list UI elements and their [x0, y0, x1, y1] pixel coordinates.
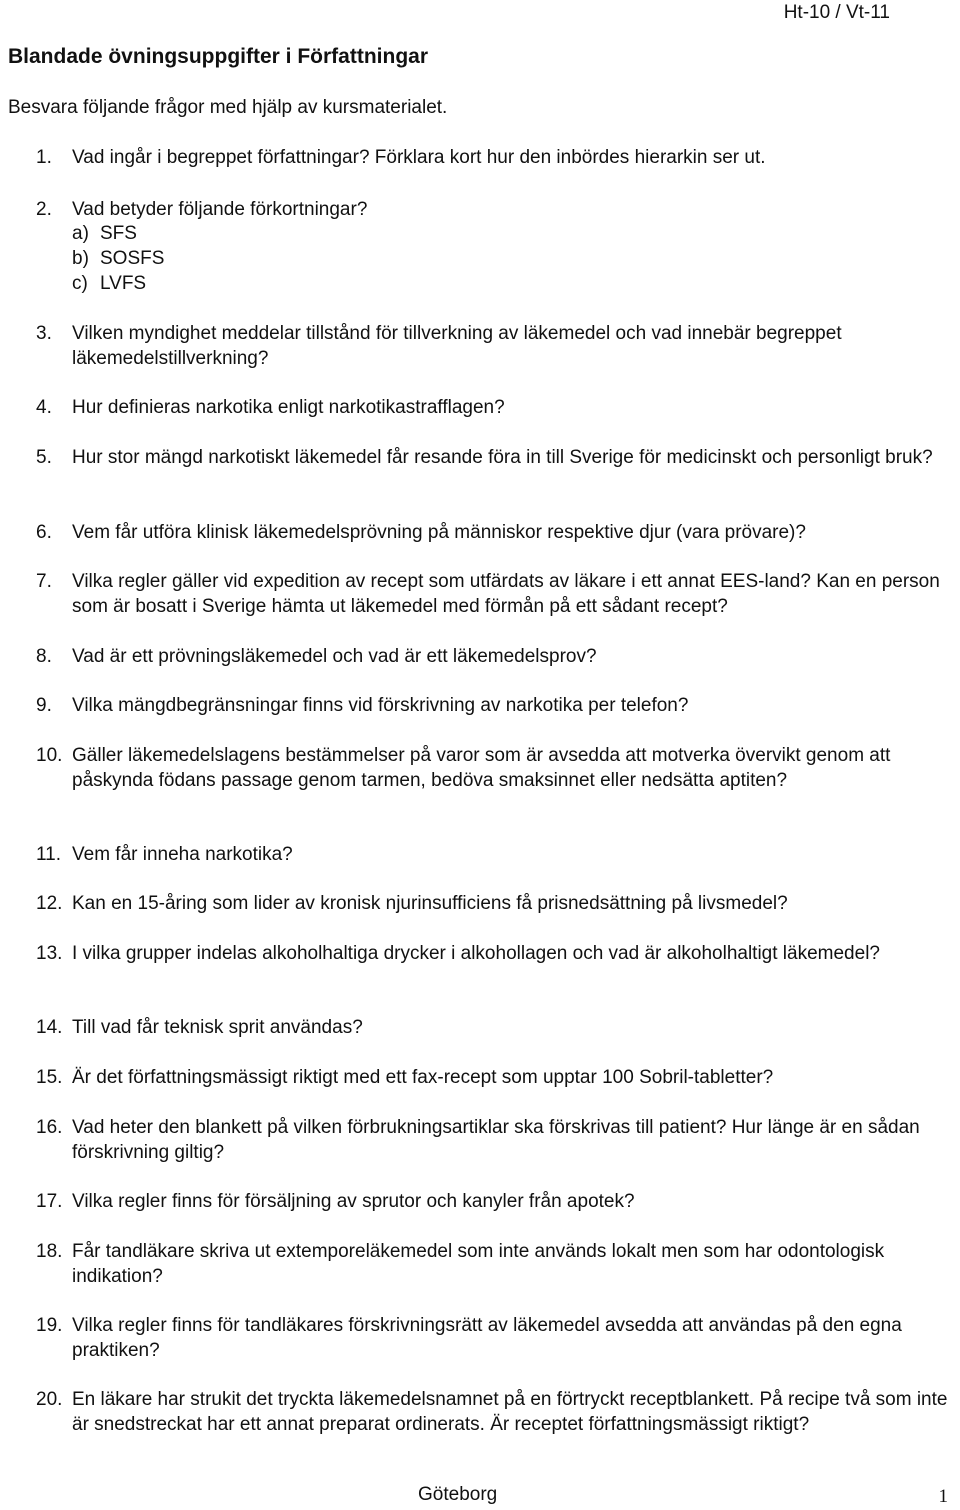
- sub-item-letter: a): [72, 223, 89, 244]
- question-5: [36, 446, 956, 471]
- question-text: Är det författningsmässigt riktigt med ett fax-recept som upptar 100 Sobril-tabletter?: [72, 1067, 774, 1088]
- sub-item-letter: b): [72, 248, 89, 269]
- question-number: 10.: [36, 745, 63, 766]
- intro-text: Besvara följande frågor med hjälp av kursmaterialet.: [8, 97, 448, 118]
- question-2: [36, 198, 956, 223]
- sub-item-c: [72, 272, 146, 297]
- question-text: En läkare har strukit det tryckta läkemedelsnamnet på en förtryckt receptblankett. På recipe två som inte är snedstreckat har ett annat preparat ordinerats. Är receptet författningsmässigt riktigt?: [72, 1389, 948, 1435]
- question-text: Hur definieras narkotika enligt narkotikastrafflagen?: [72, 397, 505, 418]
- question-text: I vilka grupper indelas alkoholhaltiga drycker i alkohollagen och vad är alkoholhaltigt läkemedel?: [72, 943, 880, 964]
- question-14: [36, 1016, 956, 1041]
- question-9: [36, 694, 956, 719]
- question-4: [36, 396, 956, 421]
- sub-item-letter: c): [72, 273, 88, 294]
- question-number: 11.: [36, 844, 62, 865]
- question-text: Kan en 15-åring som lider av kronisk njurinsufficiens få prisnedsättning på livsmedel?: [72, 893, 788, 914]
- question-number: 2.: [36, 199, 52, 220]
- question-text: Vad är ett prövningsläkemedel och vad är ett läkemedelsprov?: [72, 646, 597, 667]
- question-number: 15.: [36, 1067, 63, 1088]
- question-6: [36, 521, 956, 546]
- question-text: Gäller läkemedelslagens bestämmelser på varor som är avsedda att motverka övervikt genom att påskynda födans passage genom tarmen, bedöva smaksinnet eller nedsätta aptiten?: [72, 745, 891, 791]
- question-18: [36, 1240, 956, 1289]
- question-number: 3.: [36, 323, 52, 344]
- question-text: Vad heter den blankett på vilken förbrukningsartiklar ska förskrivas till patient? Hur länge är en sådan förskrivning giltig?: [72, 1117, 920, 1163]
- question-text: Vilken myndighet meddelar tillstånd för tillverkning av läkemedel och vad innebär begreppet läkemedelstillverkning?: [72, 323, 842, 369]
- question-text: Hur stor mängd narkotiskt läkemedel får resande föra in till Sverige för medicinskt och personligt bruk?: [72, 447, 933, 468]
- question-16: [36, 1116, 956, 1165]
- question-text: Vilka regler finns för tandläkares förskrivningsrätt av läkemedel avsedda att användas på den egna praktiken?: [72, 1315, 902, 1361]
- question-10: [36, 744, 956, 793]
- sub-item-text: SFS: [100, 223, 137, 244]
- question-number: 4.: [36, 397, 52, 418]
- question-number: 17.: [36, 1191, 63, 1212]
- question-number: 6.: [36, 522, 52, 543]
- question-20: [36, 1388, 956, 1437]
- question-number: 1.: [36, 147, 52, 168]
- question-12: [36, 892, 956, 917]
- sub-item-text: LVFS: [100, 273, 147, 294]
- sub-item-text: SOSFS: [100, 248, 165, 269]
- question-number: 9.: [36, 695, 52, 716]
- footer-city: Göteborg: [418, 1484, 498, 1505]
- question-1: [36, 146, 956, 171]
- question-15: [36, 1066, 956, 1091]
- question-number: 12.: [36, 893, 63, 914]
- question-text: Vilka mängdbegränsningar finns vid förskrivning av narkotika per telefon?: [72, 695, 689, 716]
- question-number: 16.: [36, 1117, 63, 1138]
- sub-item-a: [72, 222, 137, 247]
- question-text: Vad ingår i begreppet författningar? Förklara kort hur den inbördes hierarkin ser ut.: [72, 147, 766, 168]
- question-text: Vem får inneha narkotika?: [72, 844, 293, 865]
- question-11: [36, 843, 956, 868]
- sub-item-b: [72, 247, 164, 272]
- question-number: 19.: [36, 1315, 63, 1336]
- question-number: 13.: [36, 943, 63, 964]
- question-number: 20.: [36, 1389, 63, 1410]
- question-7: [36, 570, 956, 619]
- question-text: Vem får utföra klinisk läkemedelsprövning på människor respektive djur (vara prövare)?: [72, 522, 806, 543]
- page-number: 1: [938, 1486, 948, 1507]
- question-text: Till vad får teknisk sprit användas?: [72, 1017, 363, 1038]
- question-number: 5.: [36, 447, 52, 468]
- question-text: Vad betyder följande förkortningar?: [72, 199, 368, 220]
- question-number: 7.: [36, 571, 52, 592]
- question-8: [36, 645, 956, 670]
- question-text: Får tandläkare skriva ut extemporeläkemedel som inte används lokalt men som har odontologisk indikation?: [72, 1241, 885, 1287]
- question-3: [36, 322, 956, 371]
- question-number: 14.: [36, 1017, 63, 1038]
- question-number: 8.: [36, 646, 52, 667]
- question-13: [36, 942, 956, 967]
- page-title: Blandade övningsuppgifter i Författningar: [8, 45, 428, 68]
- question-text: Vilka regler finns för försäljning av sprutor och kanyler från apotek?: [72, 1191, 635, 1212]
- question-19: [36, 1314, 956, 1363]
- question-number: 18.: [36, 1241, 63, 1262]
- question-text: Vilka regler gäller vid expedition av recept som utfärdats av läkare i ett annat EES-land? Kan en person som är bosatt i Sverige hämta ut läkemedel med förmån på ett sådant recept?: [72, 571, 940, 617]
- period-label: Ht-10 / Vt-11: [783, 2, 890, 23]
- question-17: [36, 1190, 956, 1215]
